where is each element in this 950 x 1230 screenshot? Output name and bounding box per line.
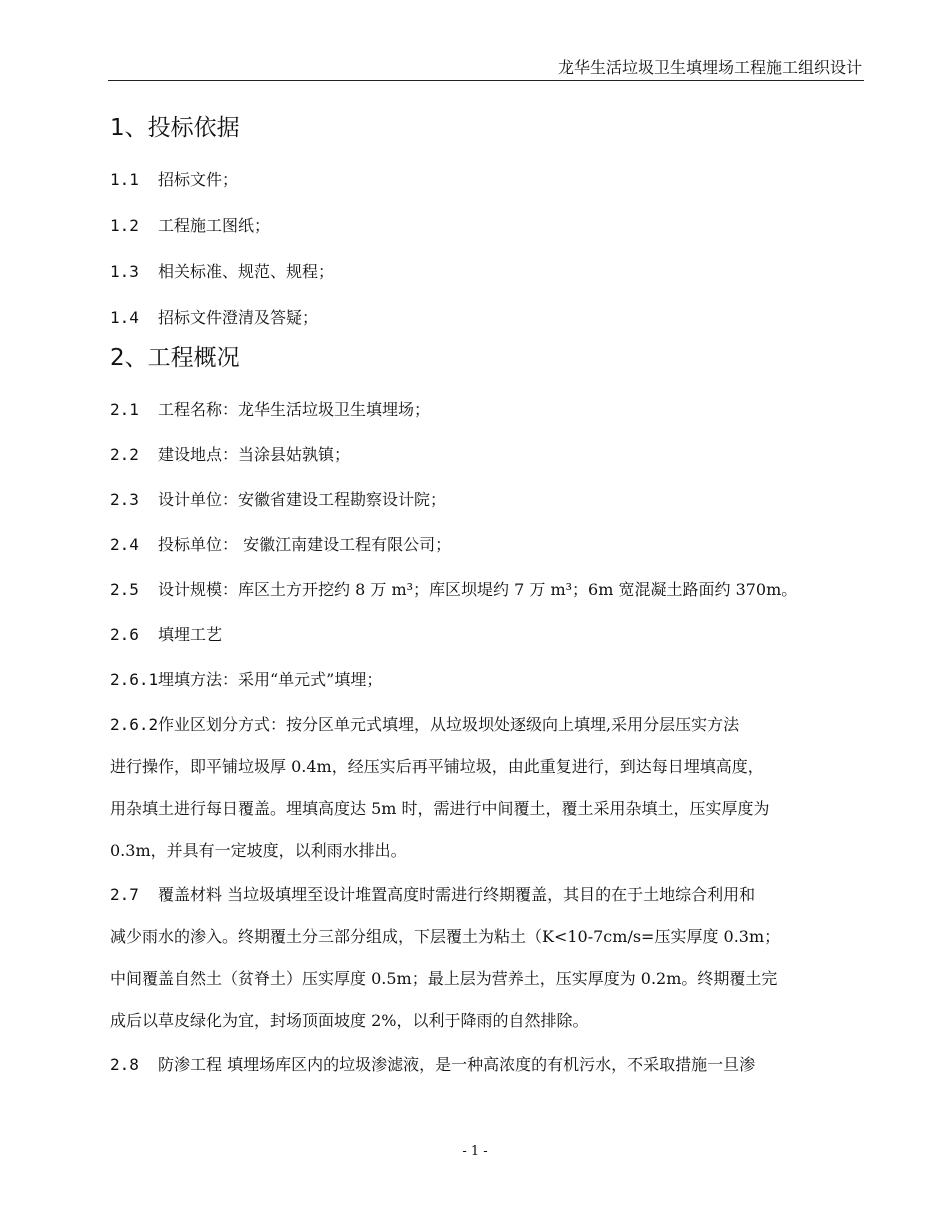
section-number: 1、 (110, 115, 148, 141)
document-body (110, 112, 862, 1075)
paragraph-2-8 (110, 1055, 862, 1075)
list-item-2-5: 2.5 设计规模：库区土方开挖约 8 万 m³；库区坝堤约 7 万 m³；6m 宽混凝土路面约 370m。 (110, 580, 798, 599)
list-item-1-4: 1.4 招标文件澄清及答疑； (110, 308, 319, 327)
list-item-2-6: 2.6 填埋工艺 (110, 625, 223, 644)
paragraph-2-6-2 (110, 715, 862, 861)
list-item-1-1: 1.1 招标文件； (110, 170, 239, 189)
paragraph-line: 用杂填土进行每日覆盖。埋填高度达 5m 时，需进行中间覆土，覆土采用杂填土，压实厚度为 (110, 799, 770, 818)
paragraph-line: 2.6.2作业区划分方式：按分区单元式填埋，从垃圾坝处逐级向上填埋,采用分层压实方法 (110, 715, 740, 734)
paragraph-line: 中间覆盖自然土（贫脊土）压实厚度 0.5m；最上层为营养土，压实厚度为 0.2m。终期覆土完 (110, 969, 778, 988)
list-item-2-6-1: 2.6.1埋填方法：采用“单元式”填埋； (110, 670, 383, 689)
list-item-2-4: 2.4 投标单位： 安徽江南建设工程有限公司； (110, 535, 452, 554)
paragraph-line: 0.3m，并具有一定坡度，以利雨水排出。 (110, 841, 407, 860)
section-heading-2 (110, 342, 862, 374)
section-title: 投标依据 (147, 115, 240, 141)
paragraph-2-7 (110, 885, 862, 1031)
list-item-1-3: 1.3 相关标准、规范、规程； (110, 262, 335, 281)
list-item-2-1: 2.1 工程名称：龙华生活垃圾卫生填埋场； (110, 400, 431, 419)
header-rule (108, 80, 864, 81)
paragraph-line: 2.8 防渗工程 填埋场库区内的垃圾渗滤液，是一种高浓度的有机污水，不采取措施一旦渗 (110, 1055, 756, 1074)
page-number: - 1 - (462, 1144, 488, 1159)
paragraph-line: 进行操作，即平铺垃圾厚 0.4m，经压实后再平铺垃圾，由此重复进行，到达每日埋填高度， (110, 757, 764, 776)
list-item-1-2: 1.2 工程施工图纸； (110, 216, 271, 235)
paragraph-line: 2.7 覆盖材料 当垃圾填埋至设计堆置高度时需进行终期覆盖，其目的在于土地综合利用和 (110, 885, 756, 904)
paragraph-line: 成后以草皮绿化为宜，封场顶面坡度 2%，以利于降雨的自然排除。 (110, 1011, 589, 1030)
section-heading-1 (110, 112, 862, 144)
header-title: 龙华生活垃圾卫生填埋场工程施工组织设计 (557, 58, 862, 77)
section-title: 工程概况 (147, 345, 240, 371)
list-item-2-2: 2.2 建设地点：当涂县姑孰镇； (110, 445, 351, 464)
list-item-2-3: 2.3 设计单位：安徽省建设工程勘察设计院； (110, 490, 447, 509)
paragraph-line: 减少雨水的渗入。终期覆土分三部分组成，下层覆土为粘土（K<10-7cm/s=压实厚度 0.3m； (110, 927, 781, 946)
section-number: 2、 (110, 345, 148, 371)
